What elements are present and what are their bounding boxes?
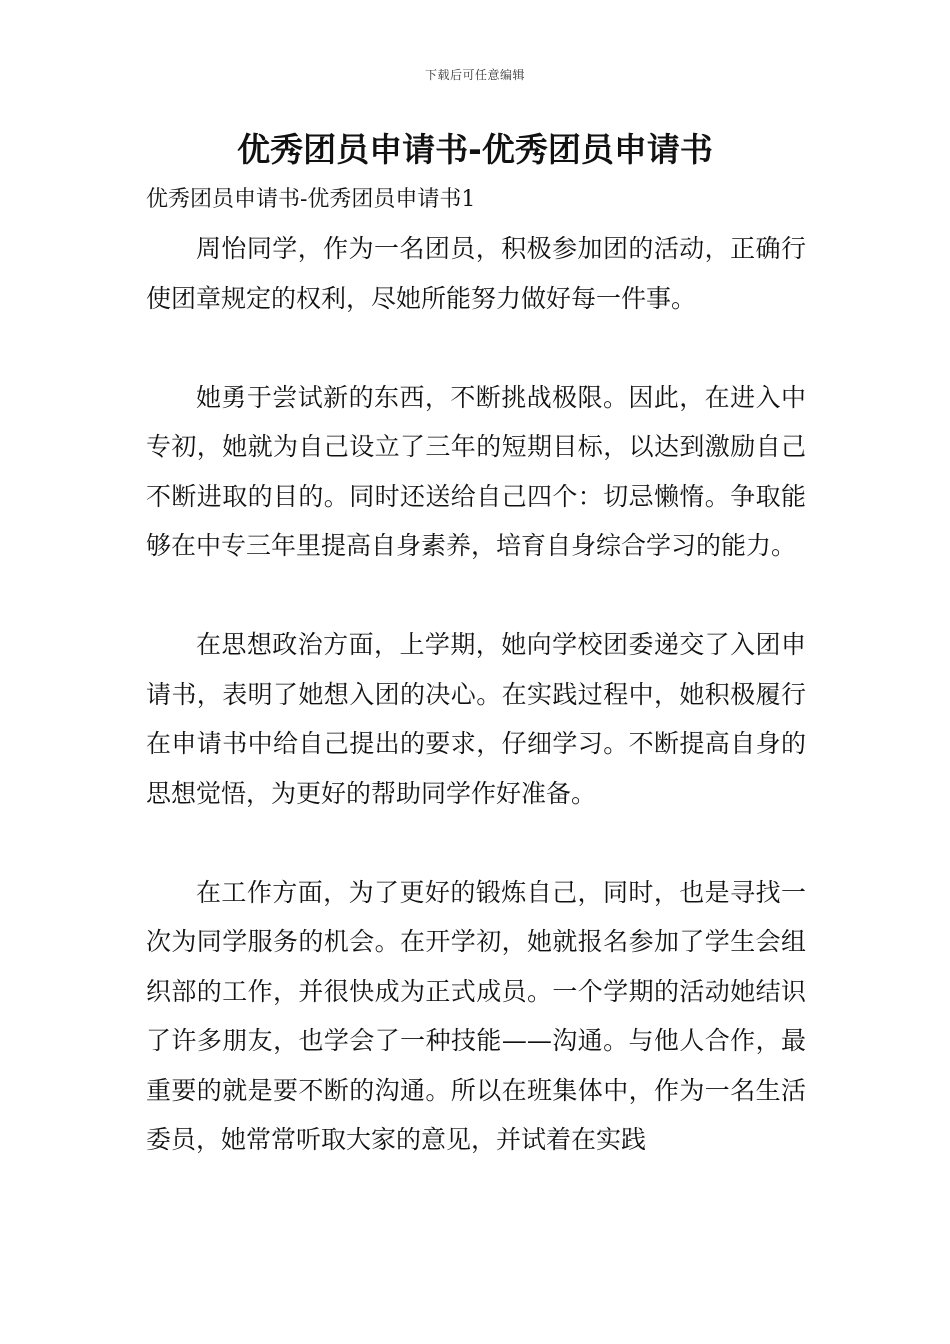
paragraph-3: 在思想政治方面，上学期，她向学校团委递交了入团申请书，表明了她想入团的决心。在实践过程中，她积极履行在申请书中给自己提出的要求，仔细学习。不断提高自身的思想觉悟，为更好的帮助同学作好准备。 [146, 630, 806, 808]
paragraph-2: 她勇于尝试新的东西，不断挑战极限。因此，在进入中专初，她就为自己设立了三年的短期目标，以达到激励自己不断进取的目的。同时还送给自己四个：切忌懒惰。争取能够在中专三年里提高自身素养，培育自身综合学习的能力。 [146, 382, 806, 560]
paragraph-1: 周怡同学，作为一名团员，积极参加团的活动，正确行使团章规定的权利，尽她所能努力做好每一件事。 [146, 234, 806, 313]
document-subtitle: 优秀团员申请书-优秀团员申请书1 [146, 187, 476, 212]
paragraph-gap [146, 571, 806, 621]
paragraph-gap [146, 818, 806, 868]
document-body [146, 224, 806, 1165]
paragraph-4: 在工作方面，为了更好的锻炼自己，同时，也是寻找一次为同学服务的机会。在开学初，她就报名参加了学生会组织部的工作，并很快成为正式成员。一个学期的活动她结识了许多朋友，也学会了一种技能——沟通。与他人合作，最重要的就是要不断的沟通。所以在班集体中，作为一名生活委员，她常常听取大家的意见，并试着在实践 [146, 877, 806, 1154]
paragraph-gap [146, 323, 806, 373]
header-note: 下载后可任意编辑 [424, 68, 525, 82]
document-title: 优秀团员申请书-优秀团员申请书 [237, 130, 713, 169]
